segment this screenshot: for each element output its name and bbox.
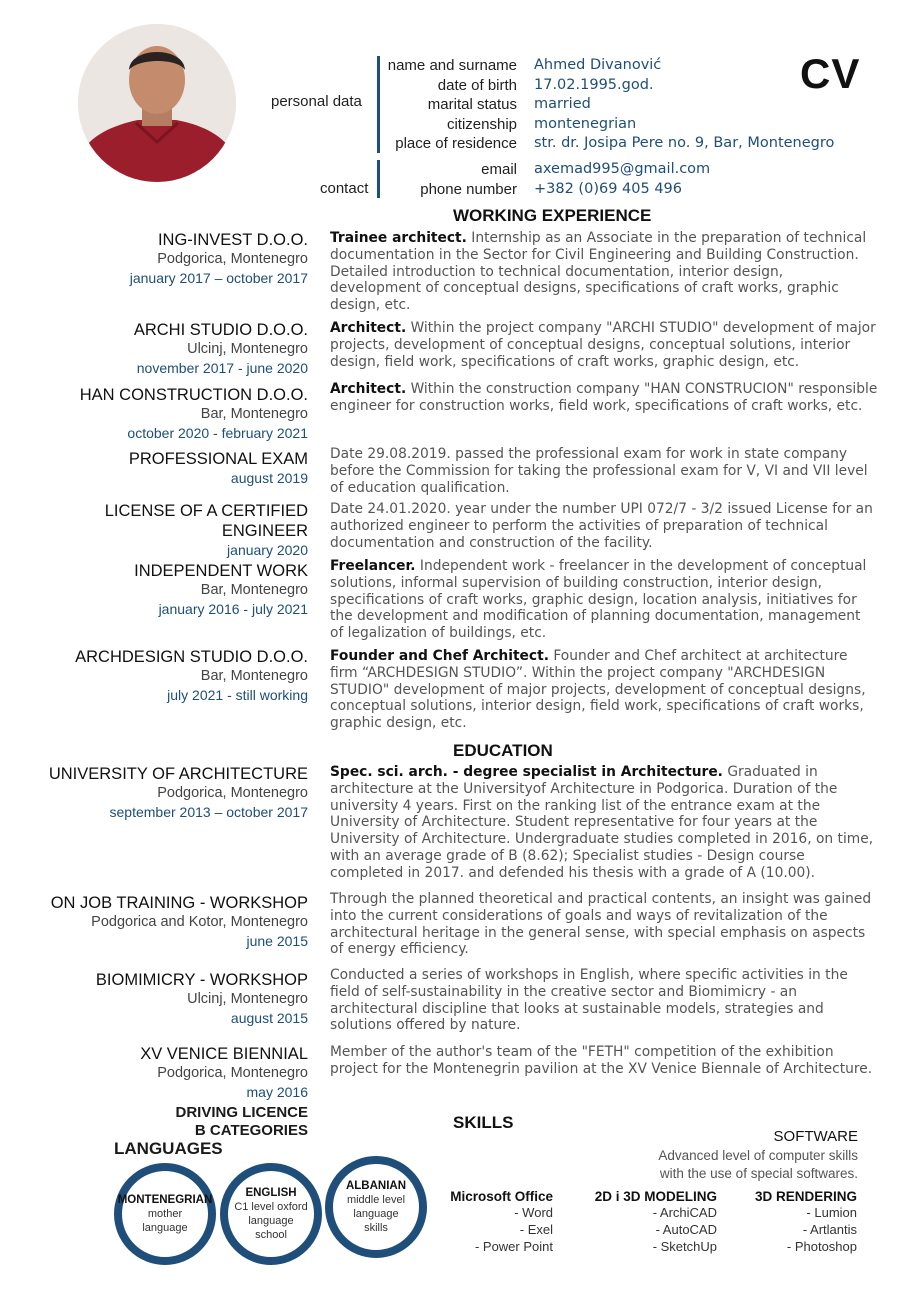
role-description: Independent work - freelancer in the development of conceptual solutions, informal supervision of building construction, interior design, specifications of craft works, graphic design, location analysis, initiatives for the development and modification of planning documentation, management of legalization of buildings, etc. xyxy=(330,558,867,642)
key-citizenship: citizenship xyxy=(446,115,517,133)
personal-data-keys xyxy=(330,56,517,154)
cv-title: CV xyxy=(800,50,861,97)
role-title: Architect. xyxy=(330,320,407,336)
we-entry-5-meta xyxy=(18,501,308,560)
we-entry-6-meta xyxy=(18,561,308,619)
key-phone: phone number xyxy=(420,180,517,198)
org-location: Bar, Montenegro xyxy=(200,668,308,684)
language-level: middle level language skills xyxy=(346,1194,406,1234)
edu-entry-4-desc xyxy=(330,1044,878,1078)
language-name: MONTENEGRIAN xyxy=(117,1194,213,1206)
key-name: name and surname xyxy=(387,57,517,74)
edu-entry-4-meta xyxy=(18,1044,308,1102)
key-dob: date of birth xyxy=(437,76,517,94)
org-location: Ulcinj, Montenegro xyxy=(187,991,308,1007)
value-email[interactable]: axemad995@gmail.com xyxy=(534,161,711,177)
date-range: june 2015 xyxy=(246,933,308,949)
org-name: ARCHDESIGN STUDIO D.O.O. xyxy=(75,648,308,666)
role-description: Within the construction company "HAN CONSTRUCION" responsible engineer for construction works, field work, specifications of craft works, etc. xyxy=(330,381,878,414)
date-range: january 2016 - july 2021 xyxy=(158,601,308,617)
date-range: july 2021 - still working xyxy=(167,687,308,703)
role-title: Trainee architect. xyxy=(330,230,467,246)
personal-data-values xyxy=(534,56,904,154)
org-name: ARCHI STUDIO D.O.O. xyxy=(133,321,308,339)
skill-group-modeling xyxy=(570,1189,717,1255)
role-title: Architect. xyxy=(330,381,407,397)
role-description: Date 29.08.2019. passed the professional exam for work in state company before the Commission for taking the professional exam for V, VI and VII level of education qualification. xyxy=(330,446,868,496)
org-location: Podgorica, Montenegro xyxy=(157,785,308,801)
edu-entry-1-meta xyxy=(18,764,308,822)
org-name: ING-INVEST D.O.O. xyxy=(157,231,308,249)
org-name: INDEPENDENT WORK xyxy=(134,562,308,580)
we-entry-4-meta xyxy=(18,449,308,488)
we-entry-3-meta xyxy=(18,385,308,443)
value-residence: str. dr. Josipa Pere no. 9, Bar, Montenegro xyxy=(534,135,835,151)
role-title: Founder and Chef Architect. xyxy=(330,648,549,664)
org-name: LICENSE OF A CERTIFIED ENGINEER xyxy=(104,502,308,540)
software-desc-line-1: Advanced level of computer skills xyxy=(658,1148,858,1163)
org-location: Bar, Montenegro xyxy=(200,406,308,422)
we-entry-2-meta xyxy=(18,320,308,378)
we-entry-3-desc xyxy=(330,381,878,415)
date-range: october 2020 - february 2021 xyxy=(127,425,308,441)
value-dob: 17.02.1995.god. xyxy=(534,76,654,93)
software-block xyxy=(560,1128,858,1183)
skill-item: - Word xyxy=(514,1205,553,1220)
language-circle-albanian xyxy=(325,1156,427,1258)
contact-keys xyxy=(330,160,517,199)
skill-group-microsoft-office xyxy=(430,1189,553,1255)
date-range: august 2019 xyxy=(230,470,308,486)
skills-heading: SKILLS xyxy=(453,1113,514,1132)
driving-licence-category: B CATEGORIES xyxy=(194,1122,308,1139)
org-name: XV VENICE BIENNIAL xyxy=(140,1045,308,1063)
date-range: january 2020 xyxy=(227,542,308,558)
degree-description: Graduated in architecture at the Universityof Architecture in Podgorica. Duration of the university 4 years. First on the ranking list of the entrance exam at the University of Architecture. Student representative for four years at the University of Architecture. Undergraduate studies completed in 2016, on time, with an average grade of B (8.62); Specialist studies - Design course completed in 2017. and defended his thesis with a grade of A (10.00). xyxy=(330,764,874,881)
driving-licence xyxy=(18,1104,308,1140)
date-range: january 2017 – october 2017 xyxy=(129,270,308,286)
working-experience-heading: WORKING EXPERIENCE xyxy=(453,206,652,225)
key-marital: marital status xyxy=(427,96,517,113)
edu-entry-3-meta xyxy=(18,970,308,1028)
we-entry-2-desc xyxy=(330,320,878,370)
date-range: august 2015 xyxy=(230,1010,308,1026)
key-residence: place of residence xyxy=(395,135,517,152)
date-range: may 2016 xyxy=(246,1084,308,1100)
course-description: Through the planned theoretical and practical contents, an insight was gained into the current considerations of goals and ways of revitalization of the architectural heritage in the general sense, with special emphasis on aspects of energy efficiency. xyxy=(330,891,872,958)
key-email: email xyxy=(481,161,517,178)
edu-entry-1-desc xyxy=(330,764,878,882)
org-location: Podgorica, Montenegro xyxy=(157,1065,308,1081)
skill-item: - Photoshop xyxy=(786,1239,857,1254)
skill-item: - SketchUp xyxy=(652,1239,717,1254)
skill-item: - Artlantis xyxy=(802,1222,857,1237)
we-entry-5-desc xyxy=(330,501,878,551)
role-description: Date 24.01.2020. year under the number UPI 072/7 - 3/2 issued License for an authorized engineer to perform the activities of preparation of technical documentation and construction of the facility. xyxy=(330,501,873,551)
we-entry-7-meta xyxy=(18,647,308,705)
skill-item: - Power Point xyxy=(474,1239,553,1254)
we-entry-1-desc xyxy=(330,230,878,314)
role-title: Freelancer. xyxy=(330,558,416,574)
we-entry-7-desc xyxy=(330,648,878,732)
education-heading: EDUCATION xyxy=(453,741,553,760)
person-portrait-icon xyxy=(78,24,236,182)
edu-entry-2-meta xyxy=(18,893,308,951)
role-description: Internship as an Associate in the preparation of technical documentation in the Sector for Civil Engineering and Building Construction. Detailed introduction to technical documentation, interior design, development of conceptual designs, specifications of craft works, graphic design, etc. xyxy=(330,230,867,314)
skill-group-title: 3D RENDERING xyxy=(754,1189,857,1204)
skill-item: - AutoCAD xyxy=(655,1222,717,1237)
contact-values xyxy=(534,160,710,199)
org-name: BIOMIMICRY - WORKSHOP xyxy=(95,971,308,989)
we-entry-4-desc xyxy=(330,446,878,496)
skill-item: - ArchiCAD xyxy=(652,1205,717,1220)
skill-group-title: 2D i 3D MODELING xyxy=(594,1189,717,1204)
language-name: ENGLISH xyxy=(245,1187,297,1199)
contact-label: contact xyxy=(320,180,369,197)
degree-title: Spec. sci. arch. - degree specialist in Architecture. xyxy=(330,764,723,780)
value-citizenship: montenegrian xyxy=(534,115,637,132)
language-circle-english xyxy=(220,1163,322,1265)
skill-item: - Lumion xyxy=(806,1205,857,1220)
date-range: september 2013 – october 2017 xyxy=(109,804,308,820)
org-location: Podgorica and Kotor, Montenegro xyxy=(91,914,308,930)
course-description: Member of the author's team of the "FETH" competition of the exhibition project for the Montenegrin pavilion at the XV Venice Biennale of Architecture. xyxy=(330,1044,873,1077)
value-marital: married xyxy=(534,96,591,112)
org-name: PROFESSIONAL EXAM xyxy=(128,450,308,468)
org-name: UNIVERSITY OF ARCHITECTURE xyxy=(48,765,308,783)
value-name: Ahmed Divanović xyxy=(534,57,662,73)
skill-group-title: Microsoft Office xyxy=(450,1189,553,1204)
edu-entry-3-desc xyxy=(330,967,878,1034)
skill-item: - Exel xyxy=(519,1222,553,1237)
edu-entry-2-desc xyxy=(330,891,878,958)
date-range: november 2017 - june 2020 xyxy=(136,360,308,376)
org-location: Bar, Montenegro xyxy=(200,582,308,598)
org-name: HAN CONSTRUCTION D.O.O. xyxy=(79,386,308,404)
course-description: Conducted a series of workshops in English, where specific activities in the field of self-sustainability in the creative sector and Biomimicry - an architectural discipline that looks at sustainable models, strategies and solutions offered by nature. xyxy=(330,967,848,1034)
role-description: Within the project company "ARCHI STUDIO" development of major projects, development of conceptual designs, conceptual solutions, interior design, field work, specifications of craft works, graphic design, etc. xyxy=(330,320,876,370)
software-heading: SOFTWARE xyxy=(773,1128,858,1145)
driving-licence-title: DRIVING LICENCE xyxy=(175,1104,308,1121)
we-entry-1-meta xyxy=(18,230,308,288)
org-name: ON JOB TRAINING - WORKSHOP xyxy=(50,894,308,912)
org-location: Podgorica, Montenegro xyxy=(157,251,308,267)
skill-group-rendering xyxy=(735,1189,857,1255)
language-name: ALBANIAN xyxy=(345,1180,407,1192)
value-phone[interactable]: +382 (0)69 405 496 xyxy=(534,180,682,197)
languages-heading: LANGUAGES xyxy=(114,1139,223,1158)
software-desc-line-2: with the use of special softwares. xyxy=(659,1166,858,1181)
personal-data-label: personal data xyxy=(271,93,362,110)
language-level: mother language xyxy=(142,1208,188,1234)
language-level: C1 level oxford language school xyxy=(234,1201,308,1241)
language-circle-montenegrian xyxy=(114,1163,216,1265)
we-entry-6-desc xyxy=(330,558,878,642)
org-location: Ulcinj, Montenegro xyxy=(187,341,308,357)
role-description: Founder and Chef architect at architecture firm “ARCHDESIGN STUDIO”. Within the project company "ARCHDESIGN STUDIO" development of major projects, development of conceptual designs, conceptual solutions, interior design, field work, specifications of craft works, graphic design, etc. xyxy=(330,648,866,732)
profile-photo xyxy=(78,24,236,182)
